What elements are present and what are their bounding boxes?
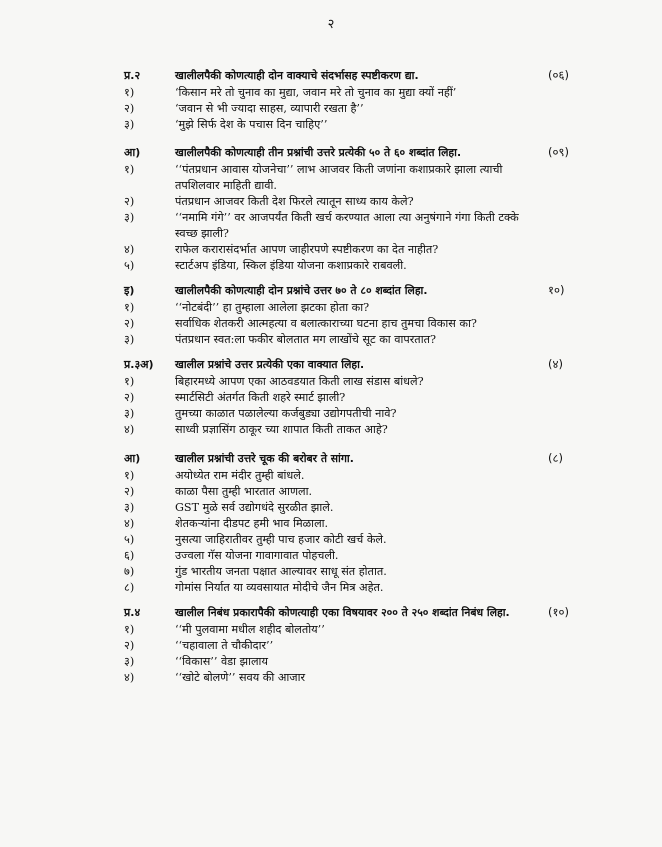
question-heading: खालीलपैकी कोणत्याही तीन प्रश्नांची उत्तरे प्रत्येकी ५० ते ६० शब्दांत लिहा. xyxy=(175,146,462,159)
item-text: पंतप्रधान स्वत:ला फकीर बोलतात मग लाखोंचे सूट का वापरतात? xyxy=(175,333,436,346)
item-text: ‘‘पंतप्रधान आवास योजनेचा’’ लाभ आजवर किती जणांना कशाप्रकारे झाला त्याची तपशिलवार माहिती द्यावी. xyxy=(175,163,503,192)
question-heading: खालीलपैकी कोणत्याही दोन प्रश्नांचे उत्तर ७० ते ८० शब्दांत लिहा. xyxy=(175,284,428,297)
item-number: १) xyxy=(124,469,135,482)
section-header xyxy=(0,449,662,468)
question-code: प्र.४ xyxy=(124,606,141,619)
question-item xyxy=(0,210,662,242)
question-item xyxy=(0,622,662,638)
question-item xyxy=(0,406,662,422)
item-number: ३) xyxy=(124,118,135,131)
question-item xyxy=(0,242,662,258)
question-marks: (४) xyxy=(548,357,563,371)
question-item xyxy=(0,548,662,564)
question-section xyxy=(0,355,662,438)
question-item xyxy=(0,516,662,532)
item-text: नुसत्या जाहिरातीवर तुम्ही पाच हजार कोटी खर्च केले. xyxy=(175,533,387,546)
item-text: गुंड भारतीय जनता पक्षात आल्यावर साधू संत होतात. xyxy=(175,565,387,578)
item-number: ४) xyxy=(124,243,135,256)
item-number: १) xyxy=(124,163,135,176)
question-code: प्र.३अ) xyxy=(124,358,154,371)
question-item xyxy=(0,117,662,133)
question-marks: (१०) xyxy=(548,605,569,619)
item-text: सर्वाधिक शेतकरी आत्महत्या व बलात्काराच्या घटना हाच तुमचा विकास का? xyxy=(175,317,477,330)
item-text: ‘किसान मरे तो चुनाव का मुद्या, जवान मरे तो चुनाव का मुद्या क्यों नहीं’ xyxy=(175,86,457,99)
item-text: पंतप्रधान आजवर किती देश फिरले त्यातून साध्य काय केले? xyxy=(175,195,414,208)
question-code: आ) xyxy=(124,452,141,465)
item-number: ४) xyxy=(124,517,135,530)
item-number: २) xyxy=(124,391,135,404)
question-item xyxy=(0,162,662,194)
item-number: ५) xyxy=(124,259,135,272)
question-item xyxy=(0,300,662,316)
question-code: प्र.२ xyxy=(124,69,141,82)
question-item xyxy=(0,564,662,580)
question-item xyxy=(0,468,662,484)
question-heading: खालील प्रश्नांची उत्तरे चूक की बरोबर ते सांगा. xyxy=(175,452,354,465)
item-text: ‘‘नमामि गंगे’’ वर आजपर्यंत किती खर्च करण्यात आला त्या अनुषंगाने गंगा किती टक्के स्वच्छ झाली? xyxy=(175,211,519,240)
question-item xyxy=(0,85,662,101)
item-text: ‘‘मी पुलवामा मधील शहीद बोलतोय’’ xyxy=(175,623,325,636)
item-text: स्मार्टसिटी अंतर्गत किती शहरे स्मार्ट झाली? xyxy=(175,391,346,404)
question-marks: (८) xyxy=(548,451,563,465)
question-item xyxy=(0,670,662,686)
item-text: ‘‘नोटबंदी’’ हा तुम्हाला आलेला झटका होता का? xyxy=(175,301,370,314)
item-number: ३) xyxy=(124,655,135,668)
item-text: शेतकऱ्यांना दीडपट हमी भाव मिळाला. xyxy=(175,517,329,530)
question-item xyxy=(0,194,662,210)
item-text: गोमांस निर्यात या व्यवसायात मोदीचे जैन मित्र अहेत. xyxy=(175,581,384,594)
item-text: राफेल करारासंदर्भात आपण जाहीरपणे स्पष्टीकरण का देत नाहीत? xyxy=(175,243,439,256)
page-number: २ xyxy=(327,17,335,32)
question-item xyxy=(0,638,662,654)
item-number: १) xyxy=(124,623,135,636)
item-text: ‘‘खोटे बोलणे’’ सवय की आजार xyxy=(175,671,306,684)
item-number: २) xyxy=(124,195,135,208)
question-section xyxy=(0,603,662,686)
question-code: इ) xyxy=(124,284,135,297)
item-number: ३) xyxy=(124,407,135,420)
item-text: तुमच्या काळात पळालेल्या कर्जबुड्या उद्योगपतीची नावे? xyxy=(175,407,397,420)
item-number: १) xyxy=(124,86,135,99)
item-text: ‘‘चहावाला ते चौकीदार’’ xyxy=(175,639,274,652)
question-item xyxy=(0,532,662,548)
item-number: २) xyxy=(124,102,135,115)
item-text: काळा पैसा तुम्ही भारतात आणला. xyxy=(175,485,313,498)
item-text: स्टार्टअप इंडिया, स्किल इंडिया योजना कशाप्रकारे राबवली. xyxy=(175,259,407,272)
question-item xyxy=(0,332,662,348)
question-section xyxy=(0,449,662,596)
item-text: अयोध्येत राम मंदीर तुम्ही बांधले. xyxy=(175,469,305,482)
item-number: ४) xyxy=(124,671,135,684)
question-heading: खालील निबंध प्रकारापैकी कोणत्याही एका विषयावर २०० ते २५० शब्दांत निबंध लिहा. xyxy=(175,606,510,619)
question-heading: खालील प्रश्नांचे उत्तर प्रत्येकी एका वाक्यात लिहा. xyxy=(175,358,365,371)
question-marks: (०९) xyxy=(548,145,569,159)
question-item xyxy=(0,484,662,500)
item-number: ८) xyxy=(124,581,135,594)
item-text: साध्वी प्रज्ञासिंग ठाकूर च्या शापात किती ताकत आहे? xyxy=(175,423,388,436)
section-header xyxy=(0,66,662,85)
item-text: ‘जवान से भी ज्यादा साहस, व्यापारी रखता है’’ xyxy=(175,102,364,115)
question-marks: १०) xyxy=(548,283,565,297)
question-item xyxy=(0,101,662,117)
item-text: बिहारमध्ये आपण एका आठवडयात किती लाख संडास बांधले? xyxy=(175,375,424,388)
item-text: उज्वला गॅस योजना गावागावात पोहचली. xyxy=(175,549,339,562)
item-number: १) xyxy=(124,375,135,388)
question-item xyxy=(0,422,662,438)
question-section xyxy=(0,66,662,133)
question-marks: (०६) xyxy=(548,68,569,82)
item-number: २) xyxy=(124,317,135,330)
question-item xyxy=(0,390,662,406)
question-item xyxy=(0,500,662,516)
item-number: २) xyxy=(124,485,135,498)
question-item xyxy=(0,316,662,332)
item-number: ३) xyxy=(124,333,135,346)
question-code: आ) xyxy=(124,146,141,159)
question-section xyxy=(0,281,662,348)
section-header xyxy=(0,603,662,622)
question-item xyxy=(0,580,662,596)
item-text: ‘‘विकास’’ वेडा झालाय xyxy=(175,655,268,668)
question-item xyxy=(0,654,662,670)
question-item xyxy=(0,374,662,390)
question-section xyxy=(0,143,662,274)
item-number: ७) xyxy=(124,565,135,578)
item-number: २) xyxy=(124,639,135,652)
section-header xyxy=(0,355,662,374)
item-number: ३) xyxy=(124,501,135,514)
question-heading: खालीलपैकी कोणत्याही दोन वाक्याचे संदर्भासह स्पष्टीकरण द्या. xyxy=(175,69,419,82)
section-header xyxy=(0,143,662,162)
item-number: ५) xyxy=(124,533,135,546)
item-number: ६) xyxy=(124,549,135,562)
item-number: ४) xyxy=(124,423,135,436)
item-text: ‘मुझे सिर्फ देश के पचास दिन चाहिए’’ xyxy=(175,118,328,131)
item-number: ३) xyxy=(124,211,135,224)
item-number: १) xyxy=(124,301,135,314)
question-item xyxy=(0,258,662,274)
section-header xyxy=(0,281,662,300)
item-text: GST मुळे सर्व उद्योगधंदे सुरळीत झाले. xyxy=(175,501,334,514)
